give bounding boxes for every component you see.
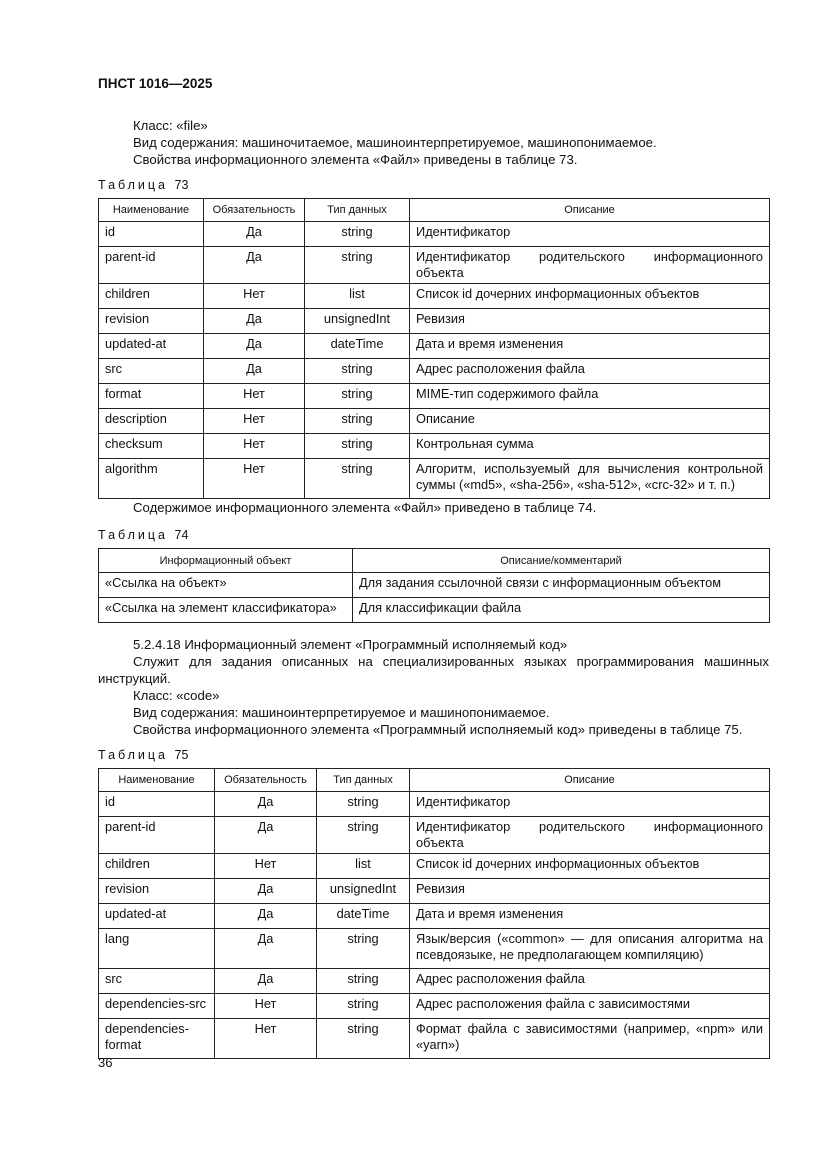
table-cell: «Ссылка на объект»: [99, 573, 353, 598]
table-cell: Для классификации файла: [353, 598, 770, 623]
table-cell: string: [305, 384, 410, 409]
table-75-caption: [98, 748, 188, 762]
table-cell: Нет: [215, 1019, 317, 1059]
table-cell: Идентификатор: [410, 222, 770, 247]
table-cell: Да: [204, 334, 305, 359]
table-74: [98, 548, 770, 623]
table-cell: Да: [215, 792, 317, 817]
table-cell: Формат файла с зависимостями (например, «npm» или «yarn»): [410, 1019, 770, 1059]
table-cell: Дата и время изменения: [410, 904, 770, 929]
table-row: [99, 459, 770, 499]
table-74-header-comment: Описание/комментарий: [353, 549, 770, 573]
table-cell: Алгоритм, используемый для вычисления контрольной суммы («md5», «sha-256», «sha-512», «crc-32» и т. п.): [410, 459, 770, 499]
table-cell: dependencies-format: [99, 1019, 215, 1059]
intro-content-line: Вид содержания: машиночитаемое, машиноинтерпретируемое, машинопонимаемое.: [133, 135, 657, 150]
table-row: [99, 929, 770, 969]
table-cell: Да: [215, 969, 317, 994]
section-purpose-line-2: инструкций.: [98, 671, 171, 686]
table-cell: «Ссылка на элемент классификатора»: [99, 598, 353, 623]
table-cell: src: [99, 359, 204, 384]
table-cell: id: [99, 792, 215, 817]
table-cell: Список id дочерних информационных объектов: [410, 284, 770, 309]
table-cell: Да: [204, 222, 305, 247]
table-74-intro: Содержимое информационного элемента «Файл» приведено в таблице 74.: [133, 500, 597, 515]
intro-props-line: Свойства информационного элемента «Файл» приведены в таблице 73.: [133, 152, 578, 167]
table-row: [99, 359, 770, 384]
table-cell: Нет: [204, 384, 305, 409]
table-cell: Адрес расположения файла: [410, 359, 770, 384]
table-cell: string: [317, 969, 410, 994]
table-75-caption-word: Таблица: [98, 748, 169, 762]
table-cell: description: [99, 409, 204, 434]
table-75-header-required: Обязательность: [215, 769, 317, 792]
table-cell: Нет: [204, 434, 305, 459]
table-cell: Адрес расположения файла с зависимостями: [410, 994, 770, 1019]
table-cell: Да: [204, 247, 305, 284]
table-73-header-type: Тип данных: [305, 199, 410, 222]
table-cell: Список id дочерних информационных объектов: [410, 854, 770, 879]
table-row: [99, 1019, 770, 1059]
table-cell: updated-at: [99, 904, 215, 929]
table-cell: src: [99, 969, 215, 994]
table-cell: Да: [215, 817, 317, 854]
table-row: [99, 284, 770, 309]
table-cell: list: [305, 284, 410, 309]
intro-class-line: Класс: «file»: [133, 118, 208, 133]
table-74-caption-number: 74: [174, 528, 189, 542]
table-cell: string: [305, 359, 410, 384]
table-row: [99, 854, 770, 879]
table-75-header-type: Тип данных: [317, 769, 410, 792]
table-cell: id: [99, 222, 204, 247]
table-row: [99, 309, 770, 334]
table-cell: Для задания ссылочной связи с информационным объектом: [353, 573, 770, 598]
table-cell: Дата и время изменения: [410, 334, 770, 359]
table-cell: format: [99, 384, 204, 409]
table-cell: parent-id: [99, 817, 215, 854]
table-cell: list: [317, 854, 410, 879]
table-cell: Да: [204, 309, 305, 334]
section-content-line: Вид содержания: машиноинтерпретируемое и машинопонимаемое.: [133, 705, 550, 720]
table-cell: Ревизия: [410, 879, 770, 904]
table-cell: dateTime: [317, 904, 410, 929]
table-cell: string: [305, 409, 410, 434]
table-row: [99, 222, 770, 247]
table-cell: Нет: [204, 409, 305, 434]
table-cell: revision: [99, 879, 215, 904]
table-row: [99, 409, 770, 434]
table-cell: string: [305, 222, 410, 247]
table-cell: string: [305, 459, 410, 499]
table-cell: string: [305, 434, 410, 459]
table-row: [99, 434, 770, 459]
table-75-header-name: Наименование: [99, 769, 215, 792]
table-cell: children: [99, 854, 215, 879]
section-purpose-line-1: Служит для задания описанных на специализированных языках программирования машинных: [133, 654, 769, 669]
table-cell: revision: [99, 309, 204, 334]
table-row: [99, 879, 770, 904]
table-cell: Контрольная сумма: [410, 434, 770, 459]
table-row: [99, 573, 770, 598]
table-73-header-name: Наименование: [99, 199, 204, 222]
table-73-caption-word: Таблица: [98, 178, 169, 192]
table-cell: Описание: [410, 409, 770, 434]
section-class-line: Класс: «code»: [133, 688, 220, 703]
table-cell: checksum: [99, 434, 204, 459]
table-73-caption-number: 73: [174, 178, 189, 192]
table-row: [99, 969, 770, 994]
table-row: [99, 598, 770, 623]
table-cell: MIME-тип содержимого файла: [410, 384, 770, 409]
table-75: [98, 768, 770, 1059]
document-header: ПНСТ 1016—2025: [98, 76, 213, 91]
section-props-line: Свойства информационного элемента «Программный исполняемый код» приведены в таблице 75.: [133, 722, 743, 737]
table-row: [99, 994, 770, 1019]
table-cell: string: [305, 247, 410, 284]
table-row: [99, 792, 770, 817]
table-cell: Нет: [215, 854, 317, 879]
table-cell: Нет: [204, 284, 305, 309]
table-cell: Да: [215, 879, 317, 904]
table-cell: string: [317, 929, 410, 969]
table-cell: Ревизия: [410, 309, 770, 334]
table-74-caption-word: Таблица: [98, 528, 169, 542]
table-row: [99, 384, 770, 409]
table-cell: children: [99, 284, 204, 309]
table-74-header-object: Информационный объект: [99, 549, 353, 573]
table-row: [99, 904, 770, 929]
table-cell: dependencies-src: [99, 994, 215, 1019]
table-cell: parent-id: [99, 247, 204, 284]
table-cell: Идентификатор родительского информационного объекта: [410, 247, 770, 284]
table-cell: updated-at: [99, 334, 204, 359]
table-cell: Да: [215, 904, 317, 929]
table-cell: Да: [215, 929, 317, 969]
table-73: [98, 198, 770, 499]
table-cell: string: [317, 1019, 410, 1059]
table-cell: algorithm: [99, 459, 204, 499]
table-cell: Нет: [215, 994, 317, 1019]
table-cell: Нет: [204, 459, 305, 499]
section-heading: 5.2.4.18 Информационный элемент «Программный исполняемый код»: [133, 637, 568, 652]
table-cell: dateTime: [305, 334, 410, 359]
table-cell: lang: [99, 929, 215, 969]
table-row: [99, 247, 770, 284]
table-75-header-description: Описание: [410, 769, 770, 792]
table-73-caption: [98, 178, 188, 192]
table-cell: string: [317, 817, 410, 854]
table-73-header-required: Обязательность: [204, 199, 305, 222]
table-row: [99, 334, 770, 359]
table-row: [99, 817, 770, 854]
table-cell: unsignedInt: [305, 309, 410, 334]
table-75-caption-number: 75: [174, 748, 189, 762]
table-cell: Идентификатор родительского информационного объекта: [410, 817, 770, 854]
table-cell: Язык/версия («common» — для описания алгоритма на псевдоязыке, не предполагающем компиляцию): [410, 929, 770, 969]
table-cell: Да: [204, 359, 305, 384]
table-74-caption: [98, 528, 188, 542]
table-73-header-description: Описание: [410, 199, 770, 222]
table-cell: unsignedInt: [317, 879, 410, 904]
table-cell: string: [317, 792, 410, 817]
table-cell: string: [317, 994, 410, 1019]
table-cell: Адрес расположения файла: [410, 969, 770, 994]
table-cell: Идентификатор: [410, 792, 770, 817]
page-number: 36: [98, 1055, 113, 1070]
